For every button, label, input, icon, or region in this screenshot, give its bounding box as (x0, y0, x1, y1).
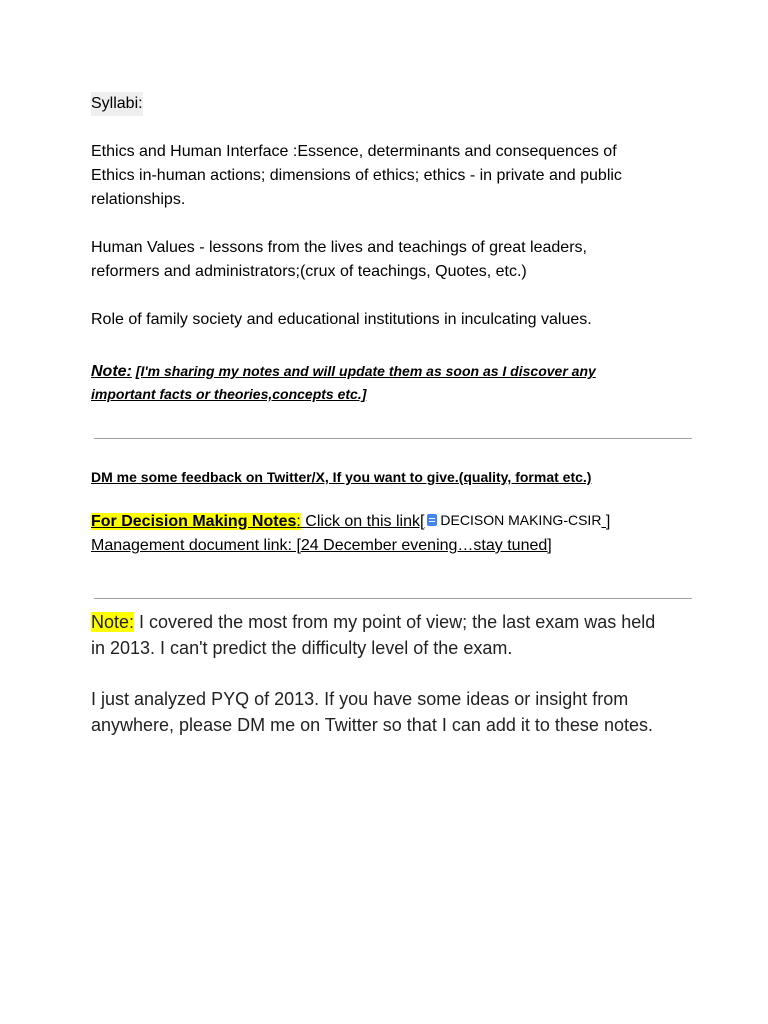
link-close: ] (601, 513, 611, 530)
horizontal-divider (94, 598, 692, 599)
paragraph-line: Ethics in-human actions; dimensions of ethics; ethics - in private and public (91, 167, 622, 184)
doc-chip-label: DECISON MAKING-CSIR (440, 512, 602, 528)
decision-line (91, 508, 610, 534)
decision-colon: : (296, 513, 301, 530)
note-sharing-continued (91, 383, 366, 405)
pyq-line1: I just analyzed PYQ of 2013. If you have some ideas or insight from (91, 689, 629, 709)
paragraph-line: Ethics and Human Interface :Essence, determinants and consequences of (91, 143, 617, 160)
pyq-line2: anywhere, please DM me on Twitter so that I can add it to these notes. (91, 715, 653, 735)
click-link-text[interactable]: Click on this link[ (300, 513, 425, 530)
note-exam (91, 609, 655, 635)
horizontal-divider (94, 438, 692, 439)
note-label: Note: (91, 363, 132, 380)
ethics-interface-paragraph (91, 140, 622, 212)
decision-doc-chip[interactable] (427, 508, 601, 532)
paragraph-line: Role of family society and educational institutions in inculcating values. (91, 311, 592, 328)
note-text: important facts or theories,concepts etc.] (91, 386, 367, 402)
decision-making-title: For Decision Making Notes (91, 513, 297, 530)
syllabi-label: Syllabi: (91, 92, 143, 116)
google-docs-icon (427, 514, 437, 526)
note-sharing (91, 360, 596, 383)
paragraph-line: relationships. (91, 191, 186, 208)
note-exam-text: I covered the most from my point of view; the last exam was held (134, 612, 656, 632)
note-exam-line2: in 2013. I can't predict the difficulty level of the exam. (91, 638, 513, 658)
role-of-family-paragraph (91, 308, 592, 332)
note-exam-label: Note: (91, 612, 135, 632)
paragraph-line: reformers and administrators;(crux of teachings, Quotes, etc.) (91, 263, 527, 280)
feedback-line: DM me some feedback on Twitter/X, If you want to give.(quality, format etc.) (91, 469, 592, 485)
note-text: [I'm sharing my notes and will update them as soon as I discover any (135, 363, 596, 379)
paragraph-line: Human Values - lessons from the lives and teachings of great leaders, (91, 239, 587, 256)
management-link-line[interactable]: Management document link: [24 December evening…stay tuned] (91, 537, 552, 554)
decision-making-links (91, 508, 610, 558)
human-values-paragraph (91, 236, 587, 284)
